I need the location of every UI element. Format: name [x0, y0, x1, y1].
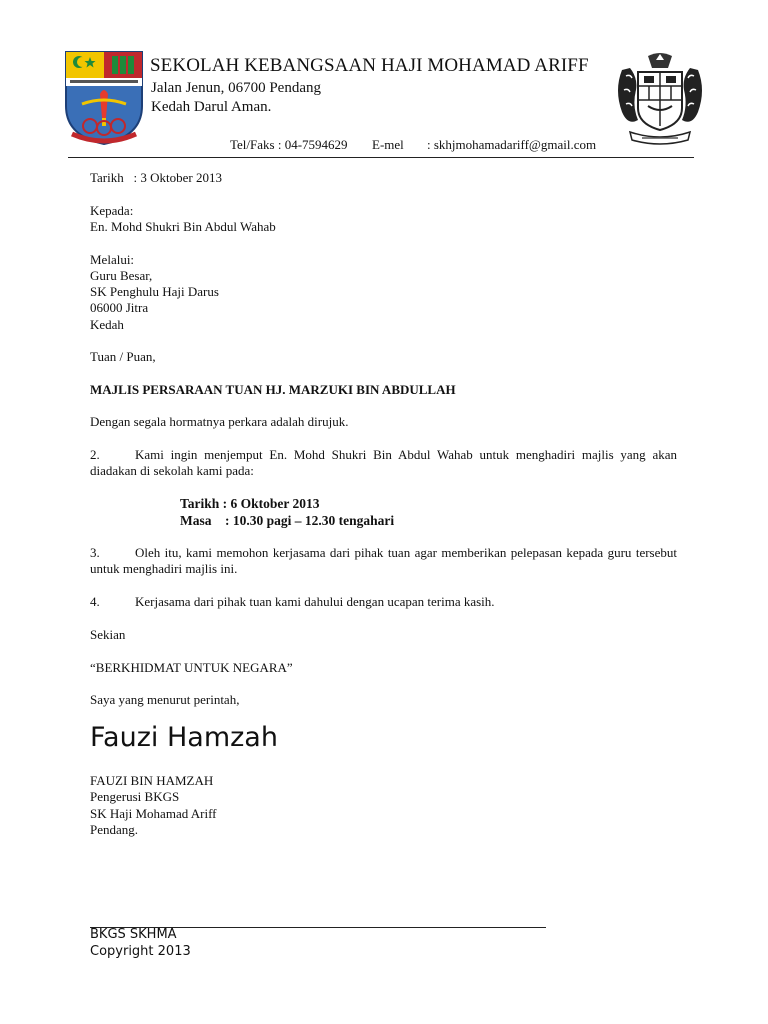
paragraph-1: Dengan segala hormatnya perkara adalah dirujuk.	[90, 414, 349, 429]
signature: Fauzi Hamzah	[90, 722, 278, 753]
event-time: Masa : 10.30 pagi – 12.30 tengahari	[180, 513, 395, 528]
paragraph-2	[90, 447, 677, 479]
email-label: E-mel	[372, 137, 404, 152]
paragraph-text: Kami ingin menjemput En. Mohd Shukri Bin Abdul Wahab untuk menghadiri majlis yang akan diadakan di sekolah kami pada:	[90, 447, 677, 478]
school-crest-logo	[62, 48, 146, 146]
school-name: SEKOLAH KEBANGSAAN HAJI MOHAMAD ARIFF	[150, 55, 589, 76]
signer-location: Pendang.	[90, 822, 139, 837]
motto: “BERKHIDMAT UNTUK NEGARA”	[90, 660, 293, 675]
tel-fax: Tel/Faks : 04-7594629	[230, 137, 348, 152]
paragraph-number: 4.	[90, 594, 100, 609]
letter-date: Tarikh : 3 Oktober 2013	[90, 170, 222, 185]
to-label: Kepada:	[90, 203, 134, 218]
to-name: En. Mohd Shukri Bin Abdul Wahab	[90, 219, 276, 234]
address-line-1: Jalan Jenun, 06700 Pendang	[151, 80, 321, 96]
signer-name: FAUZI BIN HAMZAH	[90, 773, 214, 788]
via-line: SK Penghulu Haji Darus	[90, 284, 219, 299]
event-date: Tarikh : 6 Oktober 2013	[180, 496, 320, 511]
salutation: Tuan / Puan,	[90, 349, 156, 364]
closing: Sekian	[90, 627, 126, 642]
paragraph-number: 2.	[90, 447, 100, 462]
address-line-2: Kedah Darul Aman.	[151, 99, 272, 115]
paragraph-text: Kerjasama dari pihak tuan kami dahului dengan ucapan terima kasih.	[135, 594, 495, 609]
header-divider	[68, 157, 694, 158]
paragraph-number: 3.	[90, 545, 100, 560]
paragraph-4	[90, 594, 495, 610]
via-line: 06000 Jitra	[90, 300, 149, 315]
letter-subject: MAJLIS PERSARAAN TUAN HJ. MARZUKI BIN ABDULLAH	[90, 382, 456, 397]
coat-of-arms-logo	[608, 50, 712, 146]
footer-org: BKGS SKHMA	[90, 927, 177, 942]
paragraph-text: Oleh itu, kami memohon kerjasama dari pihak tuan agar memberikan pelepasan kepada guru tersebut untuk menghadiri majlis ini.	[90, 545, 677, 576]
sign-off: Saya yang menurut perintah,	[90, 692, 240, 707]
paragraph-3	[90, 545, 677, 577]
via-label: Melalui:	[90, 252, 135, 267]
via-line: Guru Besar,	[90, 268, 153, 283]
via-line: Kedah	[90, 317, 124, 332]
footer-copyright: Copyright 2013	[90, 944, 191, 959]
email-address: : skhjmohamadariff@gmail.com	[427, 137, 597, 152]
signer-title: Pengerusi BKGS	[90, 789, 180, 804]
signer-school: SK Haji Mohamad Ariff	[90, 806, 217, 821]
